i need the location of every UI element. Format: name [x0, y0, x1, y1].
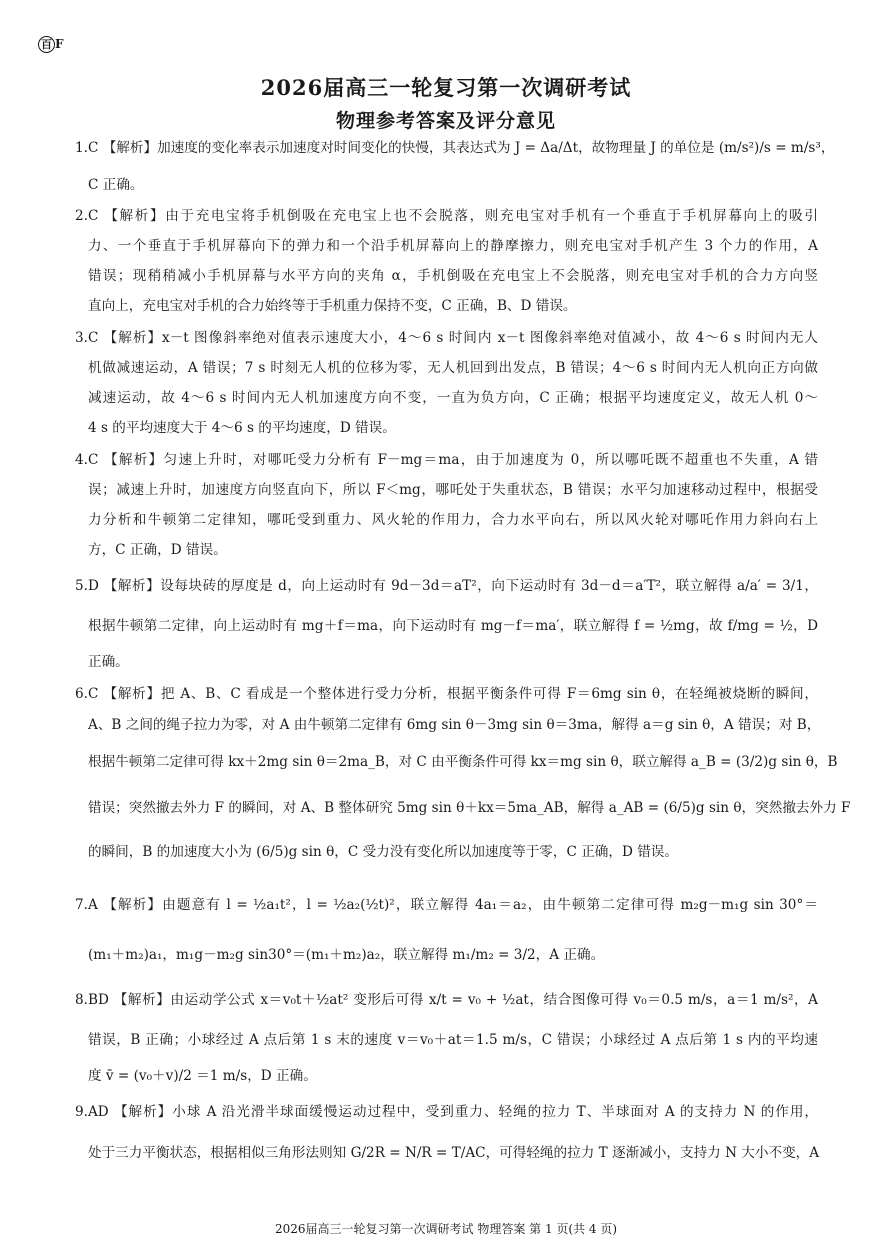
answer-item-line: 的瞬间，B 的加速度大小为 (6/5)g sin θ，C 受力没有变化所以加速度等于零，C 正确，D 错误。 — [88, 844, 678, 860]
answer-item-line: 误；减速上升时，加速度方向竖直向下，所以 F＜mg，哪吒处于失重状态，B 错误；水平匀加速移动过程中，根据受 — [88, 482, 818, 498]
answer-item-line: 力、一个垂直于手机屏幕向下的弹力和一个沿手机屏幕向上的静摩擦力，则充电宝对手机产生 3 个力的作用，A — [88, 238, 818, 254]
answer-item-first-line: 6.C 【解析】把 A、B、C 看成是一个整体进行受力分析，根据平衡条件可得 F＝6mg sin θ，在轻绳被烧断的瞬间， — [75, 686, 818, 702]
answer-item-first-line: 2.C 【解析】由于充电宝将手机倒吸在充电宝上也不会脱落，则充电宝对手机有一个垂直于手机屏幕向上的吸引 — [75, 208, 818, 224]
answer-item-line: 错误；现稍稍减小手机屏幕与水平方向的夹角 α，手机倒吸在充电宝上不会脱落，则充电宝对手机的合力方向竖 — [88, 268, 818, 284]
answer-item-first-line: 8.BD 【解析】由运动学公式 x＝v₀t＋½at² 变形后可得 x/t = v₀ + ½at，结合图像可得 v₀＝0.5 m/s，a＝1 m/s²，A — [75, 992, 818, 1008]
answer-item-line: 力分析和牛顿第二定律知，哪吒受到重力、风火轮的作用力，合力水平向右，所以风火轮对哪吒作用力斜向右上 — [88, 512, 818, 528]
answer-item-line: 错误，B 正确；小球经过 A 点后第 1 s 末的速度 v＝v₀＋at＝1.5 m/s，C 错误；小球经过 A 点后第 1 s 内的平均速 — [88, 1032, 818, 1048]
exam-title: 2026届高三一轮复习第一次调研考试 — [260, 75, 632, 100]
answer-item-line: 机做减速运动，A 错误；7 s 时刻无人机的位移为零，无人机回到出发点，B 错误；4～6 s 时间内无人机向正方向做 — [88, 360, 818, 376]
circled-char: 百 — [38, 36, 55, 53]
answer-item-first-line: 9.AD 【解析】小球 A 沿光滑半球面缓慢运动过程中，受到重力、轻绳的拉力 T、半球面对 A 的支持力 N 的作用， — [75, 1104, 818, 1120]
answer-item-line: 处于三力平衡状态，根据相似三角形法则知 G/2R = N/R = T/AC，可得轻绳的拉力 T 逐渐减小，支持力 N 大小不变，A — [88, 1145, 820, 1161]
answer-item-first-line: 7.A 【解析】由题意有 l = ½a₁t²，l = ½a₂(½t)²，联立解得 4a₁＝a₂，由牛顿第二定律可得 m₂g－m₁g sin 30°＝ — [75, 897, 818, 913]
answer-item-line: C 正确。 — [88, 177, 144, 193]
answer-item-line: 错误；突然撤去外力 F 的瞬间，对 A、B 整体研究 5mg sin θ＋kx＝5ma_AB，解得 a_AB = (6/5)g sin θ，突然撤去外力 F — [88, 800, 851, 816]
answer-item-line: (m₁＋m₂)a₁，m₁g－m₂g sin30°＝(m₁＋m₂)a₂，联立解得 m₁/m₂ = 3/2，A 正确。 — [88, 947, 605, 963]
page-footer: 2026届高三一轮复习第一次调研考试 物理答案 第 1 页(共 4 页) — [274, 1222, 618, 1236]
answer-item-line: 根据牛顿第二定律，向上运动时有 mg＋f＝ma，向下运动时有 mg－f＝ma′，联立解得 f = ½mg，故 f/mg = ½，D — [88, 618, 818, 634]
answer-item-line: 4 s 的平均速度大于 4～6 s 的平均速度，D 错误。 — [88, 420, 396, 436]
answer-item-first-line: 1.C 【解析】加速度的变化率表示加速度对时间变化的快慢，其表达式为 J = Δa/Δt，故物理量 J 的单位是 (m/s²)/s = m/s³， — [75, 140, 835, 156]
answer-item-first-line: 5.D 【解析】设每块砖的厚度是 d，向上运动时有 9d－3d＝aT²，向下运动时有 3d－d＝a′T²，联立解得 a/a′ = 3/1， — [75, 578, 818, 594]
corner-mark — [38, 36, 64, 53]
corner-letter: F — [55, 37, 64, 51]
answer-item-first-line: 4.C 【解析】匀速上升时，对哪吒受力分析有 F－mg＝ma，由于加速度为 0，所以哪吒既不超重也不失重，A 错 — [75, 452, 818, 468]
answer-item-first-line: 3.C 【解析】x－t 图像斜率绝对值表示速度大小，4～6 s 时间内 x－t 图像斜率绝对值减小，故 4～6 s 时间内无人 — [75, 330, 818, 346]
answer-item-line: 度 v̄ = (v₀＋v)/2 ＝1 m/s，D 正确。 — [88, 1068, 317, 1084]
exam-subtitle: 物理参考答案及评分意见 — [335, 110, 556, 132]
answer-item-line: 正确。 — [88, 654, 129, 670]
answer-item-line: 直向上，充电宝对手机的合力始终等于手机重力保持不变，C 正确，B、D 错误。 — [88, 298, 577, 314]
answer-item-line: 根据牛顿第二定律可得 kx＋2mg sin θ＝2ma_B，对 C 由平衡条件可得 kx＝mg sin θ，联立解得 a_B = (3/2)g sin θ，B — [88, 754, 838, 770]
answer-item-line: 减速运动，故 4～6 s 时间内无人机加速度方向不变，一直为负方向，C 正确；根据平均速度定义，故无人机 0～ — [88, 390, 818, 406]
answer-item-line: 方，C 正确，D 错误。 — [88, 542, 227, 558]
answer-item-line: A、B 之间的绳子拉力为零，对 A 由牛顿第二定律有 6mg sin θ－3mg sin θ＝3ma，解得 a＝g sin θ，A 错误；对 B， — [88, 717, 821, 733]
